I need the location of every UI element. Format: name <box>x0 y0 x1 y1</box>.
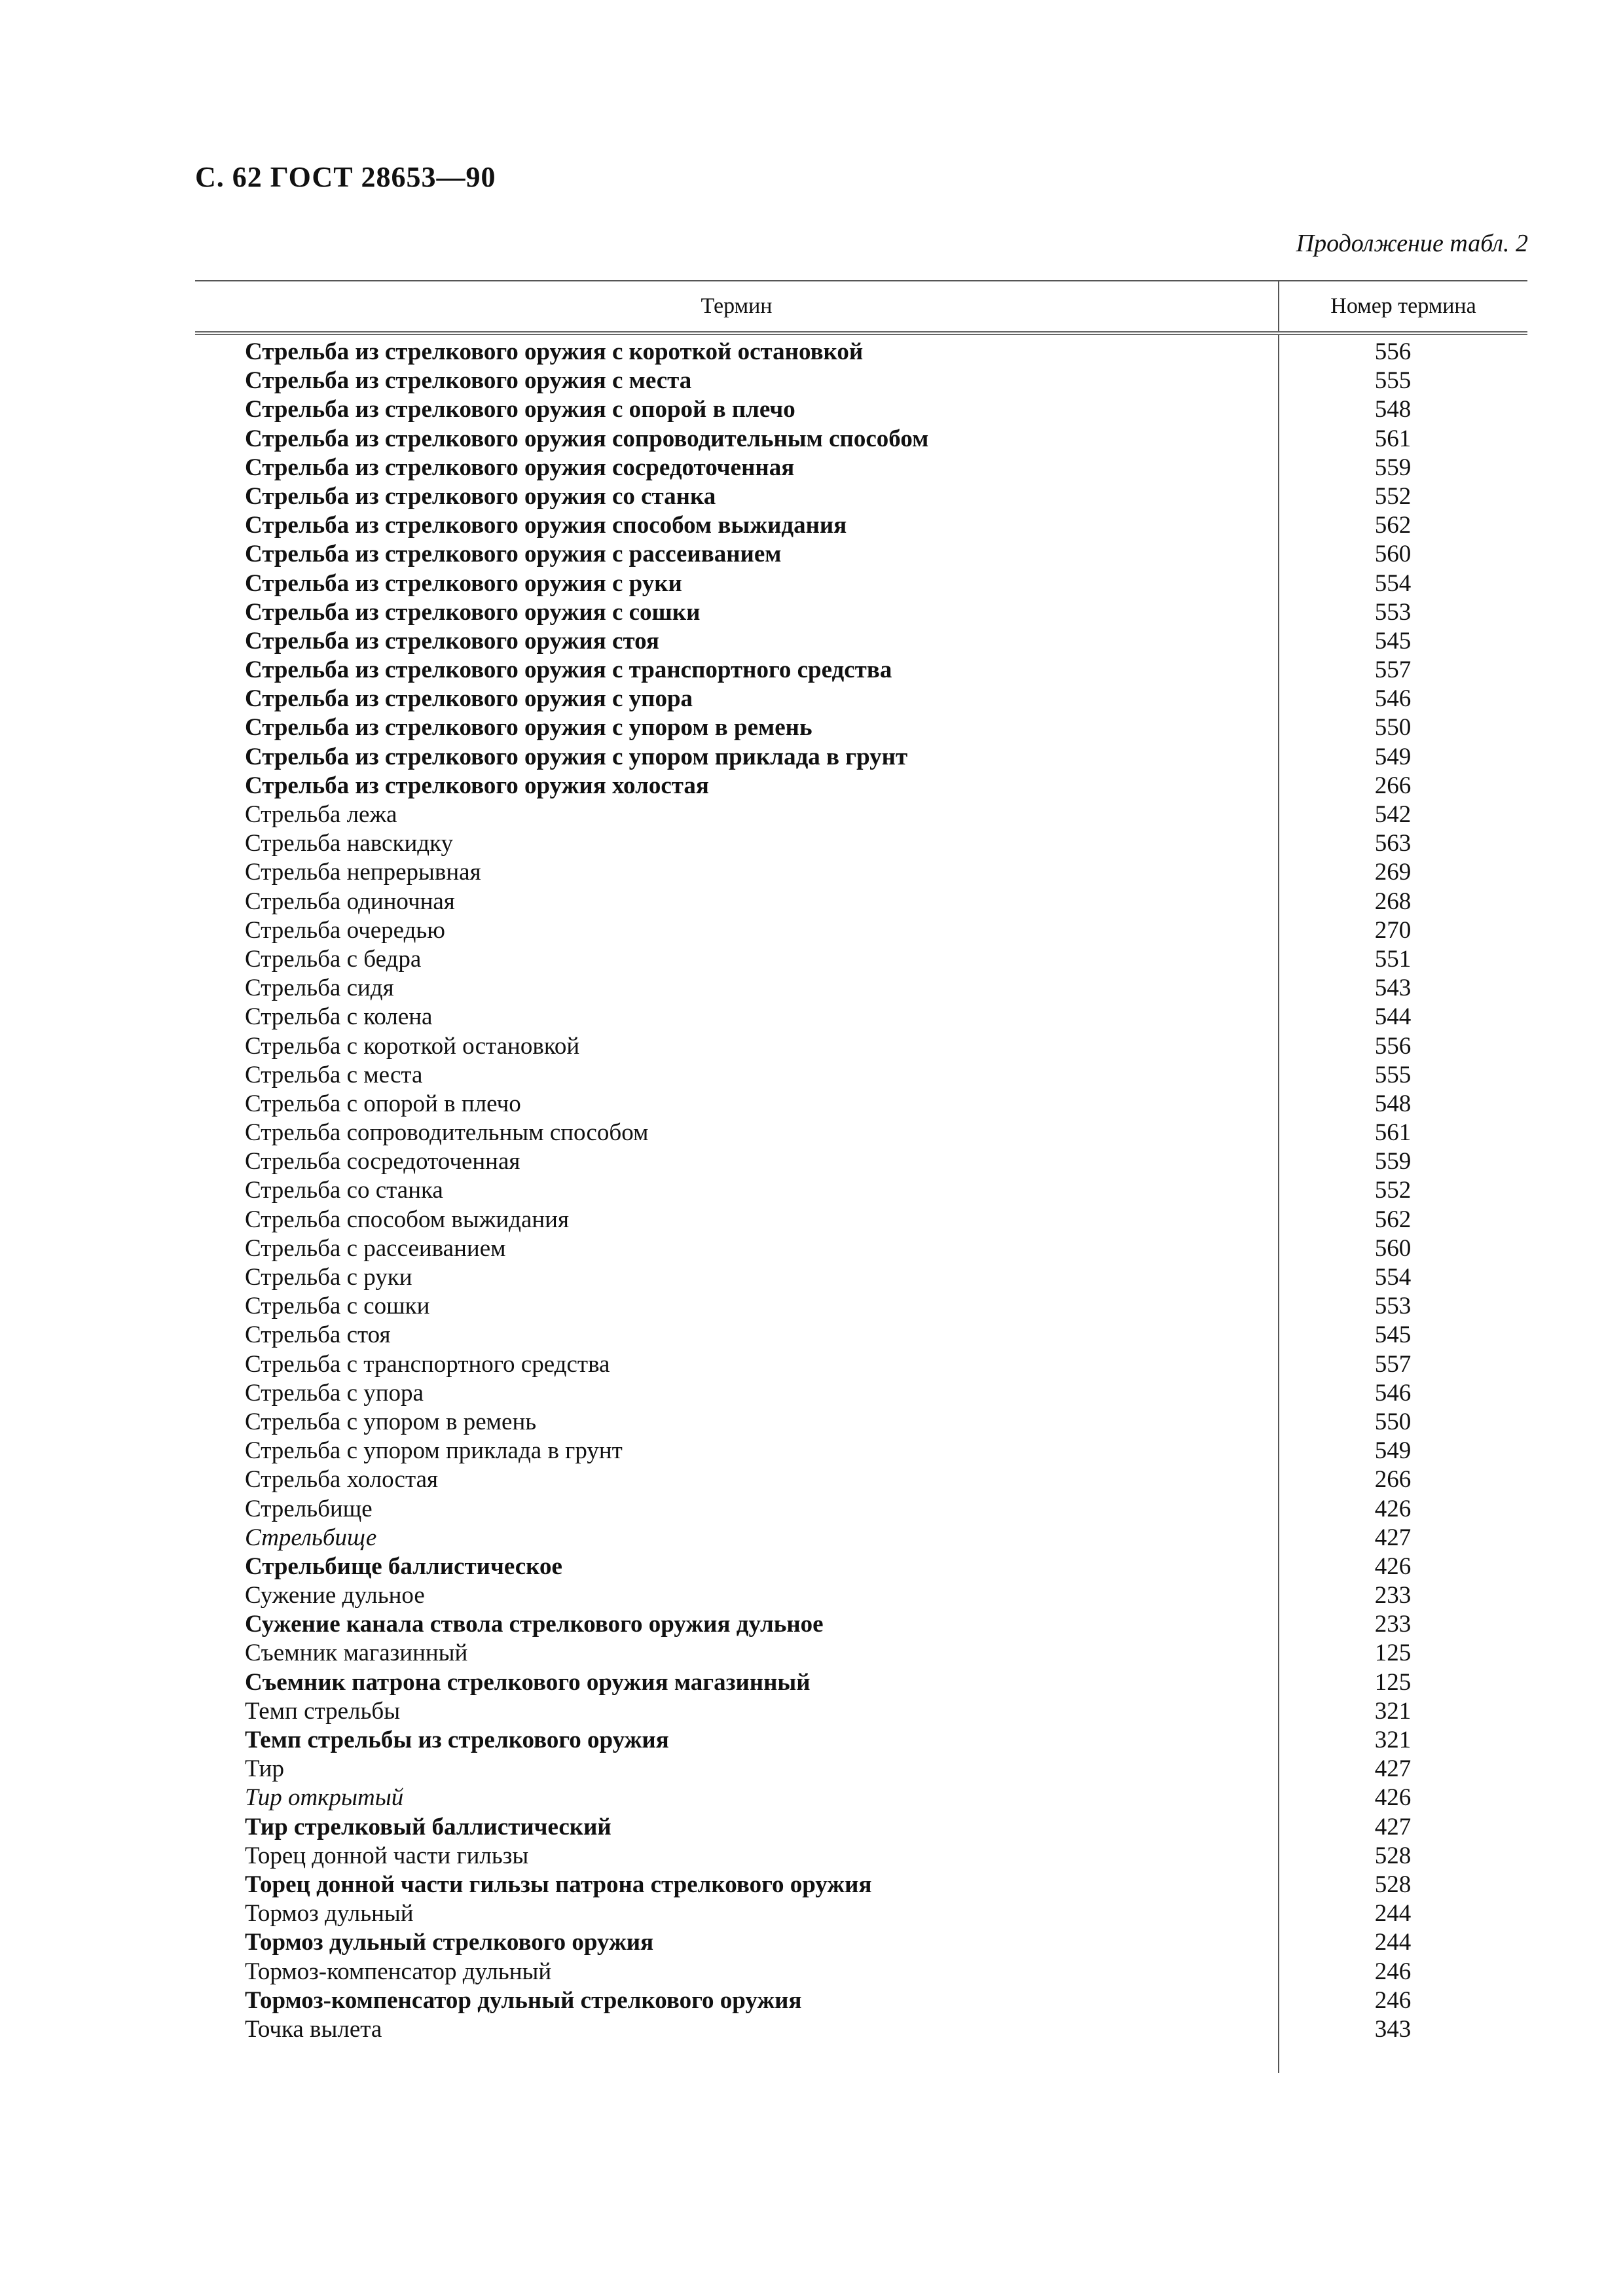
table-row <box>195 1292 1527 1321</box>
table-row <box>195 540 1527 569</box>
term-cell: Сужение канала ствола стрелкового оружия дульное <box>245 1611 824 1638</box>
term-number-cell: 554 <box>1374 569 1412 597</box>
table-row <box>195 1408 1527 1437</box>
term-number-cell: 562 <box>1374 1206 1412 1233</box>
table-row <box>195 1726 1527 1755</box>
table-row <box>195 1668 1527 1697</box>
term-cell: Стрельба способом выжидания <box>245 1206 569 1233</box>
term-number-cell: 427 <box>1374 1755 1412 1783</box>
term-cell: Стрельба из стрелкового оружия сосредоточенная <box>245 454 795 481</box>
term-number-cell: 125 <box>1374 1640 1412 1667</box>
term-cell: Стрельба из стрелкового оружия с транспортного средства <box>245 656 892 684</box>
term-cell: Стрельба с колена <box>245 1003 433 1031</box>
term-number-cell: 266 <box>1374 772 1412 799</box>
table-row <box>195 1465 1527 1494</box>
term-number-cell: 554 <box>1374 1264 1412 1291</box>
term-cell: Стрельба сопроводительным способом <box>245 1119 649 1147</box>
term-number-cell: 246 <box>1374 1986 1412 2014</box>
term-cell: Стрельба одиночная <box>245 888 455 915</box>
table-row <box>195 1321 1527 1350</box>
term-number-cell: 557 <box>1374 656 1412 684</box>
term-cell: Темп стрельбы из стрелкового оружия <box>245 1727 669 1753</box>
term-number-cell: 555 <box>1374 367 1412 395</box>
term-number-cell: 233 <box>1374 1582 1412 1609</box>
term-number-cell: 560 <box>1374 1234 1412 1262</box>
term-cell: Стрельба с руки <box>245 1264 412 1291</box>
term-number-cell: 426 <box>1374 1784 1412 1812</box>
table-row <box>195 425 1527 454</box>
table-row <box>195 511 1527 540</box>
term-cell: Тормоз дульный <box>245 1900 414 1928</box>
term-number-cell: 427 <box>1374 1813 1412 1840</box>
term-number-cell: 560 <box>1374 541 1412 568</box>
term-cell: Стрельба из стрелкового оружия с короткой остановкой <box>245 338 864 365</box>
term-cell: Стрельба сосредоточенная <box>245 1148 520 1175</box>
table-row <box>195 598 1527 627</box>
term-cell: Стрельбище <box>245 1524 377 1551</box>
term-number-cell: 552 <box>1374 482 1412 510</box>
table-row <box>195 367 1527 395</box>
term-number-cell: 549 <box>1374 743 1412 770</box>
table-row <box>195 2015 1527 2044</box>
term-cell: Стрельба из стрелкового оружия с сошки <box>245 598 701 626</box>
table-row <box>195 1437 1527 1465</box>
table-row <box>195 482 1527 511</box>
term-cell: Стрельба очередью <box>245 916 445 944</box>
term-number-cell: 269 <box>1374 859 1412 886</box>
term-cell: Стрельба из стрелкового оружия сопроводительным способом <box>245 425 929 452</box>
term-number-cell: 555 <box>1374 1061 1412 1088</box>
term-number-cell: 546 <box>1374 1379 1412 1407</box>
term-number-cell: 528 <box>1374 1842 1412 1869</box>
term-cell: Стрельба из стрелкового оружия с упором в ремень <box>245 714 812 742</box>
term-cell: Стрельба с рассеиванием <box>245 1234 506 1262</box>
table-row <box>195 1842 1527 1871</box>
table-row <box>195 627 1527 656</box>
term-number-cell: 557 <box>1374 1350 1412 1378</box>
table-row <box>195 1524 1527 1552</box>
term-number-cell: 427 <box>1374 1524 1412 1551</box>
term-cell: Стрельба с упором в ремень <box>245 1408 537 1435</box>
term-cell: Стрельба из стрелкового оружия с упора <box>245 685 693 713</box>
term-cell: Темп стрельбы <box>245 1697 401 1725</box>
table-row <box>195 1986 1527 2015</box>
term-number-cell: 561 <box>1374 425 1412 452</box>
term-cell: Стрельба из стрелкового оружия способом выжидания <box>245 512 847 539</box>
term-cell: Тормоз-компенсатор дульный стрелкового оружия <box>245 1986 802 2014</box>
term-cell: Тормоз-компенсатор дульный <box>245 1958 552 1985</box>
term-cell: Стрельба сидя <box>245 975 394 1002</box>
table-row <box>195 569 1527 598</box>
table-row <box>195 772 1527 800</box>
table-row <box>195 1263 1527 1292</box>
term-cell: Стрельба из стрелкового оружия с опорой в плечо <box>245 396 795 423</box>
table-row <box>195 1552 1527 1581</box>
table-row <box>195 858 1527 887</box>
term-cell: Стрельба с места <box>245 1061 423 1088</box>
term-number-cell: 545 <box>1374 1321 1412 1349</box>
term-number-cell: 266 <box>1374 1466 1412 1494</box>
table-row <box>195 713 1527 742</box>
term-number-cell: 553 <box>1374 598 1412 626</box>
term-number-cell: 343 <box>1374 2015 1412 2043</box>
table-row <box>195 945 1527 974</box>
table-header <box>195 280 1527 335</box>
table-body <box>195 335 1527 2044</box>
term-number-cell: 556 <box>1374 338 1412 365</box>
table-row <box>195 743 1527 772</box>
table-row <box>195 1234 1527 1263</box>
table-row <box>195 1813 1527 1842</box>
term-number-cell: 546 <box>1374 685 1412 713</box>
term-number-cell: 268 <box>1374 888 1412 915</box>
term-number-cell: 246 <box>1374 1958 1412 1985</box>
term-number-cell: 542 <box>1374 801 1412 828</box>
term-cell: Тир стрелковый баллистический <box>245 1813 611 1840</box>
term-cell: Сужение дульное <box>245 1582 425 1609</box>
term-cell: Стрельба непрерывная <box>245 859 481 886</box>
table-row <box>195 800 1527 829</box>
table-row <box>195 1176 1527 1205</box>
table-row <box>195 395 1527 424</box>
term-number-cell: 550 <box>1374 1408 1412 1435</box>
term-cell: Стрельба из стрелкового оружия с рассеиванием <box>245 541 782 568</box>
term-number-cell: 556 <box>1374 1032 1412 1060</box>
table-row <box>195 888 1527 916</box>
term-cell: Стрельба с короткой остановкой <box>245 1032 580 1060</box>
table-row <box>195 1147 1527 1176</box>
table-continuation-label: Продолжение табл. 2 <box>1296 230 1528 257</box>
term-cell: Стрельба из стрелкового оружия со станка <box>245 482 716 510</box>
term-number-cell: 552 <box>1374 1177 1412 1204</box>
term-number-cell: 545 <box>1374 627 1412 655</box>
term-number-cell: 561 <box>1374 1119 1412 1147</box>
term-cell: Стрельба с опорой в плечо <box>245 1090 521 1117</box>
term-cell: Съемник магазинный <box>245 1640 468 1667</box>
table-row <box>195 1061 1527 1090</box>
page-header: С. 62 ГОСТ 28653—90 <box>195 161 496 193</box>
term-number-cell: 233 <box>1374 1611 1412 1638</box>
term-number-cell: 562 <box>1374 512 1412 539</box>
term-cell: Тир открытый <box>245 1784 404 1812</box>
term-number-cell: 559 <box>1374 454 1412 481</box>
term-cell: Стрельба из стрелкового оружия с места <box>245 367 692 395</box>
term-cell: Тир <box>245 1755 284 1783</box>
term-number-cell: 544 <box>1374 1003 1412 1031</box>
table-row <box>195 1755 1527 1784</box>
term-number-cell: 244 <box>1374 1929 1412 1956</box>
term-number-cell: 543 <box>1374 975 1412 1002</box>
term-number-cell: 559 <box>1374 1148 1412 1175</box>
table-row <box>195 656 1527 685</box>
table-row <box>195 1350 1527 1379</box>
term-cell: Стрельба с упора <box>245 1379 424 1407</box>
term-cell: Стрельба лежа <box>245 801 397 828</box>
table-row <box>195 1871 1527 1899</box>
term-number-cell: 244 <box>1374 1900 1412 1928</box>
table-row <box>195 1899 1527 1928</box>
table-row <box>195 829 1527 858</box>
term-number-cell: 548 <box>1374 396 1412 423</box>
table-row <box>195 1206 1527 1234</box>
term-number-cell: 270 <box>1374 916 1412 944</box>
term-cell: Стрельба с сошки <box>245 1293 430 1320</box>
terms-table <box>195 280 1527 2044</box>
table-row <box>195 338 1527 367</box>
term-number-cell: 321 <box>1374 1697 1412 1725</box>
table-row <box>195 1958 1527 1986</box>
term-cell: Стрельба из стрелкового оружия холостая <box>245 772 709 799</box>
term-number-cell: 553 <box>1374 1293 1412 1320</box>
term-cell: Торец донной части гильзы <box>245 1842 529 1869</box>
term-number-cell: 426 <box>1374 1552 1412 1580</box>
table-row <box>195 1784 1527 1812</box>
table-row <box>195 454 1527 482</box>
term-cell: Стрельба холостая <box>245 1466 439 1494</box>
term-number-cell: 321 <box>1374 1727 1412 1753</box>
table-row <box>195 1003 1527 1031</box>
term-cell: Стрельба стоя <box>245 1321 391 1349</box>
table-row <box>195 1090 1527 1119</box>
table-row <box>195 1610 1527 1639</box>
term-cell: Съемник патрона стрелкового оружия магазинный <box>245 1668 811 1696</box>
table-row <box>195 1032 1527 1061</box>
term-cell: Торец донной части гильзы патрона стрелкового оружия <box>245 1871 872 1898</box>
table-row <box>195 685 1527 713</box>
term-cell: Стрельба с транспортного средства <box>245 1350 610 1378</box>
term-cell: Стрельба из стрелкового оружия с упором приклада в грунт <box>245 743 908 770</box>
term-cell: Стрельбище баллистическое <box>245 1552 562 1580</box>
table-row <box>195 1928 1527 1957</box>
term-cell: Стрельба из стрелкового оружия с руки <box>245 569 682 597</box>
term-number-cell: 550 <box>1374 714 1412 742</box>
term-cell: Стрельба из стрелкового оружия стоя <box>245 627 659 655</box>
term-cell: Стрельбище <box>245 1495 373 1522</box>
table-row <box>195 1697 1527 1726</box>
term-number-cell: 528 <box>1374 1871 1412 1898</box>
table-row <box>195 1639 1527 1668</box>
table-row <box>195 1581 1527 1610</box>
term-number-cell: 551 <box>1374 945 1412 973</box>
term-cell: Стрельба навскидку <box>245 830 454 857</box>
table-row <box>195 1119 1527 1147</box>
term-number-cell: 548 <box>1374 1090 1412 1117</box>
term-cell: Точка вылета <box>245 2015 382 2043</box>
table-row <box>195 916 1527 945</box>
column-header-number: Номер термина <box>1330 294 1476 318</box>
table-row <box>195 1379 1527 1408</box>
term-cell: Тормоз дульный стрелкового оружия <box>245 1929 654 1956</box>
term-number-cell: 549 <box>1374 1437 1412 1465</box>
table-row <box>195 1495 1527 1524</box>
term-number-cell: 426 <box>1374 1495 1412 1522</box>
table-row <box>195 974 1527 1003</box>
term-cell: Стрельба с бедра <box>245 945 422 973</box>
term-number-cell: 125 <box>1374 1668 1412 1696</box>
term-cell: Стрельба со станка <box>245 1177 443 1204</box>
term-number-cell: 563 <box>1374 830 1412 857</box>
term-cell: Стрельба с упором приклада в грунт <box>245 1437 623 1465</box>
column-header-term: Термин <box>195 281 1279 331</box>
